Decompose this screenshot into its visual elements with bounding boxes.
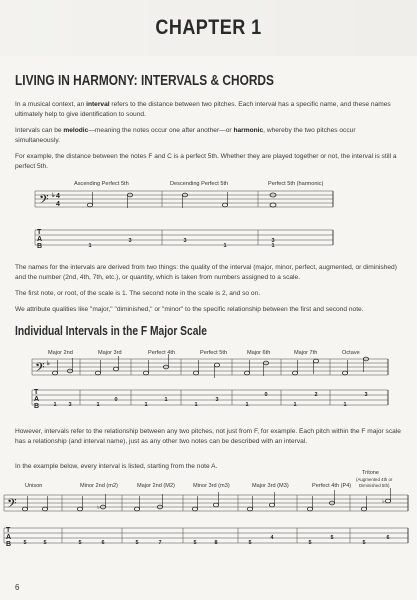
example-label: Ascending Perfect 5th (74, 181, 129, 187)
term: harmonic (233, 127, 264, 134)
tab-number: 1 (245, 402, 249, 408)
tab-letter: T (6, 527, 11, 534)
example-label: Minor 2nd (m2) (80, 483, 118, 489)
bass-clef-icon: 𝄢 (35, 361, 45, 378)
tab-number: 3 (215, 397, 219, 403)
half-note (269, 503, 274, 507)
term: melodic (63, 127, 89, 134)
tab-number: 1 (53, 402, 57, 408)
flat-icon: ♭ (97, 505, 100, 511)
tab-letter: B (6, 541, 12, 548)
half-note (307, 507, 312, 511)
tab-number: 5 (362, 540, 366, 546)
tab-number: 3 (364, 392, 368, 398)
tab-number: 1 (164, 397, 168, 403)
text: In a musical context, an (15, 101, 87, 108)
example-label: Unison (25, 483, 43, 489)
section-title: Individual Intervals in the F Major Scale (15, 324, 207, 338)
tab-number: 3 (68, 402, 72, 408)
example-label: Major 6th (247, 350, 271, 356)
half-note (361, 507, 366, 511)
tab-number: 5 (193, 540, 197, 546)
half-note (385, 499, 390, 503)
term: interval (86, 101, 110, 108)
paragraph: The names for the intervals are derived from two things: the quality of the interval (major, minor, perfect, augmented, or diminished) and the number (2nd, 4th, 7th, etc.), or quantity, which is taken from numbers assigned to a scale. (15, 264, 397, 281)
half-note (134, 507, 139, 511)
tab-number: 1 (271, 243, 275, 249)
example-label: Perfect 5th (harmonic) (268, 181, 324, 187)
tab-number: 1 (223, 243, 227, 249)
tab-number: 5 (330, 535, 334, 541)
bass-clef-icon: 𝄢 (7, 497, 17, 514)
example-label: Perfect 5th (200, 350, 228, 356)
tab-number: 5 (23, 540, 27, 546)
tab-number: 3 (128, 238, 132, 244)
tab-number: 5 (43, 540, 47, 546)
example-label: Octave (342, 350, 360, 356)
paragraph: The first note, or root, of the scale is 1. The second note in the scale is 2, and so on. (15, 290, 261, 297)
text: refers to the distance between two pitches. Each interval has a specific name, and these names ultimately help to give identification to sound. (15, 101, 391, 118)
paragraph: We attribute qualities like "major," "diminished," or "minor" to the specific relationship between the first and second note. (15, 306, 364, 313)
tab-number: 1 (293, 402, 297, 408)
time-signature-bottom: 4 (56, 201, 60, 208)
example-label: Perfect 4th (148, 350, 176, 356)
tab-number: 5 (308, 540, 312, 546)
paragraph: However, intervals refer to the relationship between any two pitches, not just from F, for example. Each pitch within the F major scale has a relationship (and interval name), just as any other two notes can be described with an interval. (15, 428, 401, 445)
flat-icon: ♭ (47, 361, 50, 367)
tab-letter: T (37, 229, 42, 236)
example-label: Major 2nd (M2) (137, 483, 175, 489)
tab-number: 3 (183, 238, 187, 244)
chapter-title: CHAPTER 1 (155, 16, 262, 39)
half-note (247, 507, 252, 511)
paragraph: In the example below, every interval is listed, starting from the note A. (15, 463, 218, 470)
half-note (42, 507, 47, 511)
tab-letter: A (37, 236, 43, 243)
tab-number: 2 (314, 392, 318, 398)
example-label: Diminished 5th) (359, 483, 390, 488)
tab-letter: B (34, 403, 40, 410)
example-label: Minor 3rd (m3) (193, 483, 230, 489)
half-note (213, 503, 218, 507)
example-label: Major 3rd (98, 350, 122, 356)
tab-number: 8 (214, 540, 218, 546)
tab-number: 6 (386, 535, 390, 541)
example-label: Major 2nd (48, 350, 73, 356)
tab-number: 5 (248, 540, 252, 546)
half-note (77, 507, 82, 511)
tab-number: 1 (343, 402, 347, 408)
tab-number: 7 (158, 540, 162, 546)
example-label: Major 3rd (M3) (252, 483, 289, 489)
tab-number: 3 (271, 238, 275, 244)
tab-letter: A (6, 534, 12, 541)
text: Intervals can be (15, 127, 64, 134)
tab-number: 1 (88, 243, 92, 249)
tab-number: 0 (114, 397, 118, 403)
flat-icon: ♭ (382, 499, 385, 505)
svg-text:♭: ♭ (52, 193, 55, 199)
text: —meaning the notes occur one after another—or (88, 127, 234, 134)
text: , whereby the two pitches occur simultaneously. (15, 127, 356, 144)
example-label: (Augmented 4th or (356, 477, 393, 482)
half-note (192, 507, 197, 511)
example-label: Descending Perfect 5th (170, 181, 229, 187)
example-label: Perfect 4th (P4) (312, 483, 352, 489)
tab-number: 6 (101, 540, 105, 546)
tab-number: 5 (135, 540, 139, 546)
page-number: 6 (15, 583, 20, 592)
paragraph: For example, the distance between the notes F and C is a perfect 5th. Whether they are played together or not, the interval is still a perfect 5th. (15, 153, 397, 170)
tab-number: 1 (96, 402, 100, 408)
tab-number: 1 (194, 402, 198, 408)
tab-letter: B (37, 243, 43, 250)
tab-number: 0 (264, 392, 268, 398)
example-label: Major 7th (294, 350, 318, 356)
tab-number: 1 (144, 402, 148, 408)
tab-letter: A (34, 396, 40, 403)
time-signature-top: 4 (56, 193, 60, 200)
tab-letter: T (34, 389, 39, 396)
example-label: Tritone (362, 470, 379, 476)
staff-lines (4, 495, 408, 543)
tab-number: 4 (270, 535, 274, 541)
bass-clef-icon: 𝄢 (39, 193, 49, 210)
section-title: LIVING IN HARMONY: INTERVALS & CHORDS (15, 73, 274, 89)
tab-number: 5 (78, 540, 82, 546)
half-note (22, 507, 27, 511)
